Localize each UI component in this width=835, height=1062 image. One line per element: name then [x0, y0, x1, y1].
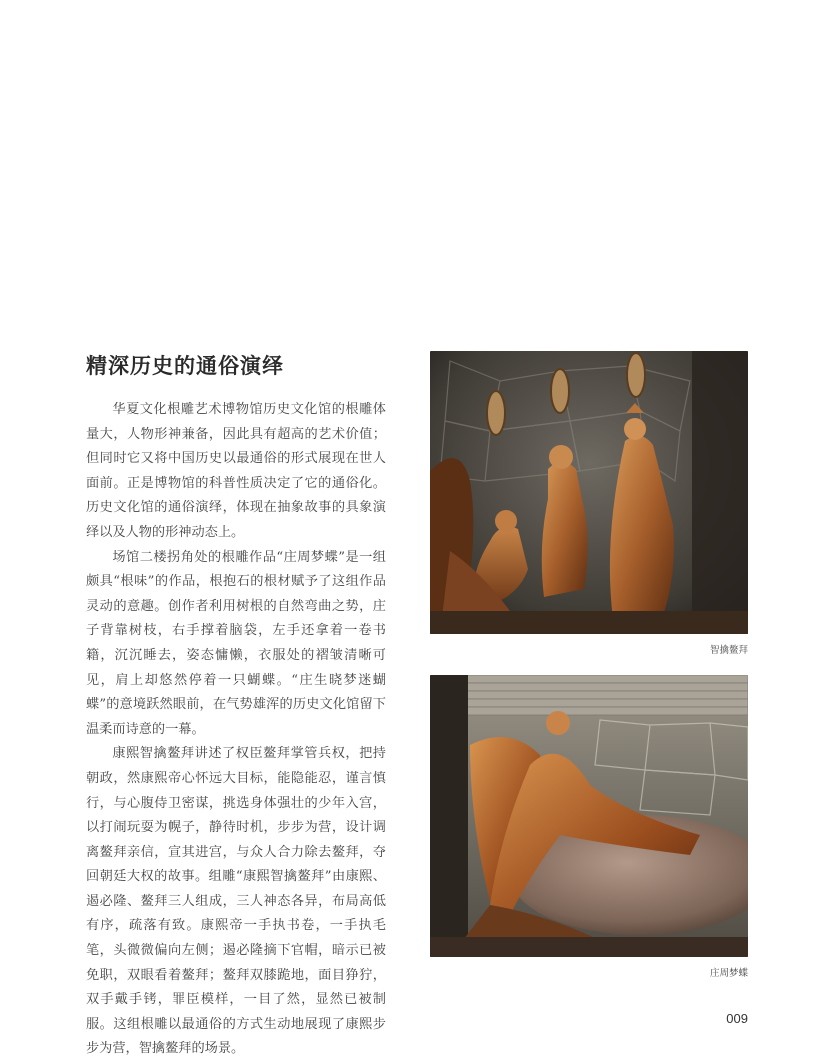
photo-capture-aobai: [430, 351, 748, 634]
page-number: 009: [726, 1011, 748, 1026]
paragraph: 华夏文化根雕艺术博物馆历史文化馆的根雕体量大，人物形神兼备，因此具有超高的艺术价值；但同时它又将中国历史以最通俗的形式展现在世人面前。正是博物馆的科普性质决定了它的通俗化。历史文化馆的通俗演绎，体现在抽象故事的具象演绎以及人物的形神动态上。: [86, 402, 386, 540]
paragraph: 康熙智擒鳌拜讲述了权臣鳌拜掌管兵权，把持朝政，然康熙帝心怀远大目标，能隐能忍，谨言慎行，与心腹侍卫密谋，挑选身体强壮的少年入宫，以打闹玩耍为幌子，静待时机，步步为营，设计调离鳌拜亲信，宣其进宫，与众人合力除去鳌拜，夺回朝廷大权的故事。组雕“康熙智擒鳌拜”由康熙、遏必隆、鳌拜三人组成，三人神态各异，布局高低有序，疏落有致。康熙帝一手执书卷，一手执毛笔，头微微偏向左侧；遏必隆摘下官帽，暗示已被免职，双眼看着鳌拜；鳌拜双膝跪地，面目狰狞，双手戴手铐，罪臣模样，一目了然，显然已被制服。这组根雕以最通俗的方式生动地展现了康熙步步为营，智擒鳌拜的场景。: [86, 746, 386, 1057]
paragraph: 场馆二楼拐角处的根雕作品“庄周梦蝶”是一组颇具“根味”的作品，根抱石的根材赋予了这组作品灵动的意趣。创作者利用树根的自然弯曲之势，庄子背靠树枝，右手撑着脑袋，左手还拿着一卷书籍，沉沉睡去，姿态慵懒，衣服处的褶皱清晰可见，肩上却悠然停着一只蝴蝶。“庄生晓梦迷蝴蝶”的意境跃然眼前，在气势雄浑的历史文化馆留下温柔而诗意的一幕。: [86, 549, 386, 737]
section-heading: 精深历史的通俗演绎: [86, 353, 284, 378]
photo-caption: 智擒鳌拜: [709, 645, 748, 656]
photo-zhuangzhou-butterfly: [430, 675, 748, 957]
article-body: [86, 398, 386, 1062]
photo-caption: 庄周梦蝶: [709, 968, 748, 979]
